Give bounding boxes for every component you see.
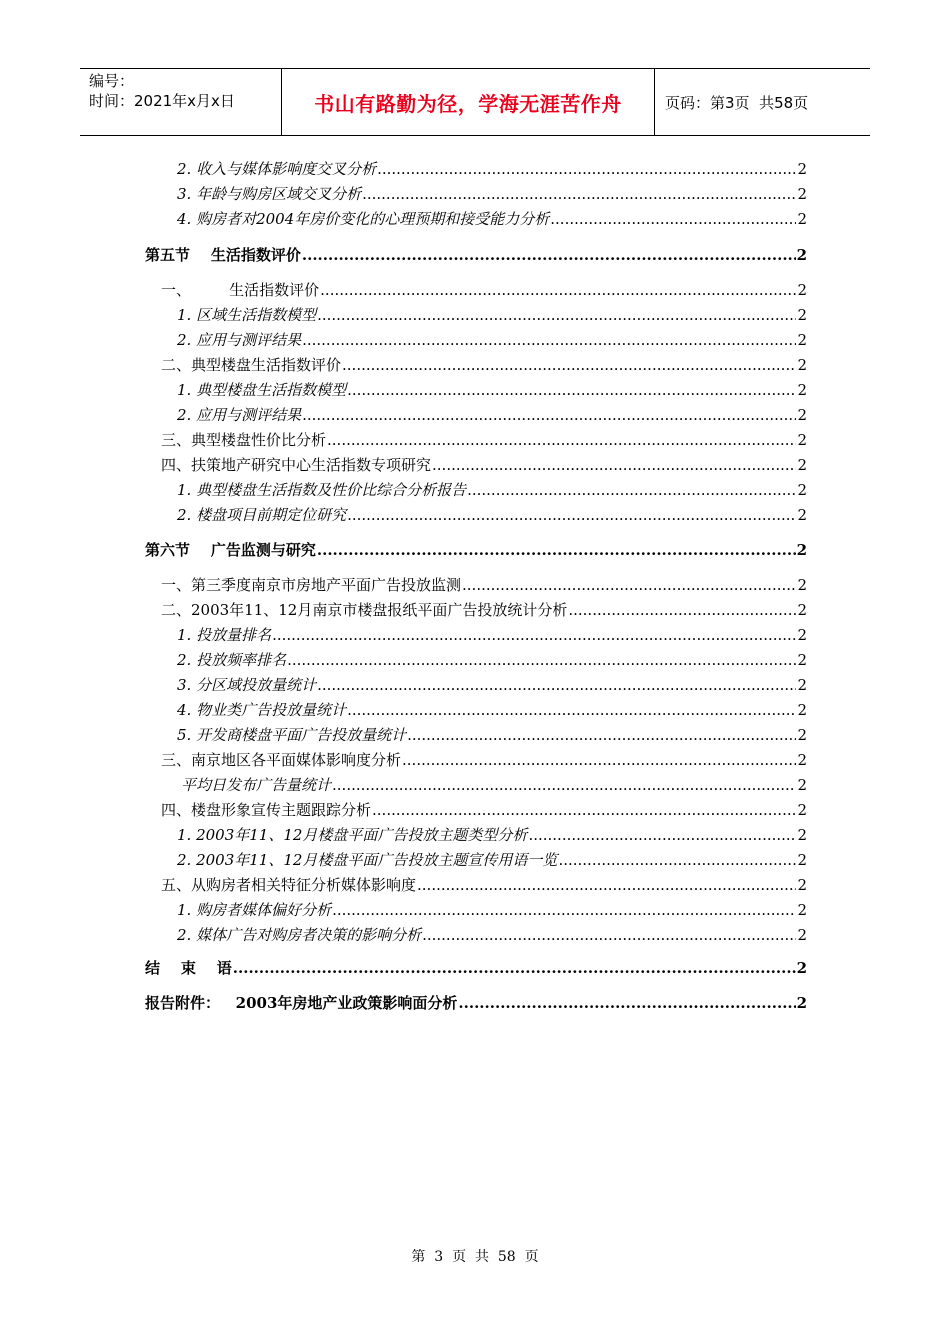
toc-leader-dots	[402, 749, 796, 771]
toc-entry-page: 2	[797, 601, 807, 619]
toc-entry-page: 2	[797, 331, 807, 349]
toc-entry[interactable]	[145, 599, 807, 621]
toc-leader-dots	[432, 454, 796, 476]
toc-section-entry[interactable]	[145, 244, 807, 266]
toc-entry[interactable]	[145, 724, 807, 746]
toc-entry-page: 2	[797, 481, 807, 499]
toc-entry-page: 2	[797, 356, 807, 374]
toc-entry-page: 2	[797, 281, 807, 299]
toc-entry[interactable]	[145, 354, 807, 376]
toc-entry-page: 2	[796, 994, 807, 1012]
toc-leader-dots	[347, 504, 796, 526]
toc-entry-title: 4. 购房者对2004年房价变化的心理预期和接受能力分析	[177, 210, 550, 228]
toc-leader-dots	[467, 479, 796, 501]
toc-entry[interactable]	[145, 574, 807, 596]
toc-leader-dots	[462, 574, 796, 596]
toc-entry-title: 一、第三季度南京市房地产平面广告投放监测	[161, 576, 462, 594]
toc-section-entry[interactable]	[145, 957, 807, 979]
toc-entry-page: 2	[797, 726, 807, 744]
toc-leader-dots	[302, 329, 796, 351]
document-date: 时间：2021年x月x日	[89, 92, 235, 110]
toc-leader-dots	[347, 379, 796, 401]
toc-entry-title: 2. 收入与媒体影响度交叉分析	[177, 160, 377, 178]
toc-leader-dots	[568, 599, 796, 621]
header-motto-cell	[281, 69, 655, 135]
header-page-cell	[655, 69, 870, 135]
toc-entry-title: 4. 物业类广告投放量统计	[177, 701, 347, 719]
toc-entry-page: 2	[797, 701, 807, 719]
toc-entry-title: 2. 2003年11、12月楼盘平面广告投放主题宣传用语一览	[177, 851, 558, 869]
toc-entry-title: 三、典型楼盘性价比分析	[161, 431, 327, 449]
toc-entry[interactable]	[145, 924, 807, 946]
toc-entry-page: 2	[797, 210, 807, 228]
toc-entry-page: 2	[797, 676, 807, 694]
toc-entry-title: 二、典型楼盘生活指数评价	[161, 356, 342, 374]
toc-entry-page: 2	[797, 926, 807, 944]
toc-entry-title: 第六节 广告监测与研究	[145, 541, 316, 559]
toc-entry-title: 四、楼盘形象宣传主题跟踪分析	[161, 801, 372, 819]
toc-leader-dots	[422, 924, 796, 946]
toc-entry[interactable]	[145, 624, 807, 646]
toc-entry-page: 2	[797, 876, 807, 894]
toc-leader-dots	[287, 649, 796, 671]
toc-leader-dots	[302, 244, 796, 266]
toc-entry-page: 2	[797, 901, 807, 919]
toc-entry[interactable]	[145, 183, 807, 205]
toc-entry-page: 2	[796, 246, 807, 264]
toc-entry[interactable]	[145, 799, 807, 821]
toc-entry[interactable]	[145, 329, 807, 351]
toc-entry[interactable]	[145, 429, 807, 451]
toc-entry[interactable]	[145, 774, 807, 796]
toc-entry-page: 2	[797, 801, 807, 819]
header-motto: 书山有路勤为径，学海无涯苦作舟	[314, 91, 622, 116]
toc-entry-title: 平均日发布广告量统计	[181, 776, 332, 794]
toc-entry-page: 2	[797, 456, 807, 474]
toc-leader-dots	[347, 699, 796, 721]
page-footer	[0, 1246, 950, 1266]
toc-entry-page: 2	[797, 576, 807, 594]
toc-entry-title: 2. 楼盘项目前期定位研究	[177, 506, 347, 524]
toc-entry-title: 2. 应用与测评结果	[177, 331, 302, 349]
toc-leader-dots	[558, 849, 796, 871]
toc-entry-page: 2	[796, 541, 807, 559]
toc-entry[interactable]	[145, 279, 807, 301]
toc-entry[interactable]	[145, 454, 807, 476]
toc-entry-page: 2	[796, 959, 807, 977]
toc-entry-title: 2. 媒体广告对购房者决策的影响分析	[177, 926, 422, 944]
toc-entry[interactable]	[145, 674, 807, 696]
header-page-number: 页码：第3页 共58页	[665, 93, 809, 112]
toc-leader-dots	[377, 158, 796, 180]
toc-entry[interactable]	[145, 824, 807, 846]
toc-entry-title: 第五节 生活指数评价	[145, 246, 301, 264]
toc-entry-title: 3. 年龄与购房区域交叉分析	[177, 185, 362, 203]
toc-leader-dots	[372, 799, 796, 821]
toc-entry-title: 5. 开发商楼盘平面广告投放量统计	[177, 726, 407, 744]
toc-entry-page: 2	[797, 381, 807, 399]
toc-entry-title: 一、 生活指数评价	[161, 281, 320, 299]
document-number: 编号：	[89, 72, 135, 90]
page-header	[80, 68, 870, 136]
toc-entry-page: 2	[797, 406, 807, 424]
toc-leader-dots	[407, 724, 796, 746]
toc-entry[interactable]	[145, 404, 807, 426]
toc-entry-title: 1. 投放量排名	[177, 626, 272, 644]
toc-section-entry[interactable]	[145, 992, 807, 1014]
toc-leader-dots	[327, 429, 796, 451]
toc-entry-title: 二、2003年11、12月南京市楼盘报纸平面广告投放统计分析	[161, 601, 568, 619]
toc-entry-page: 2	[797, 826, 807, 844]
toc-entry-title: 2. 投放频率排名	[177, 651, 287, 669]
toc-leader-dots	[317, 674, 796, 696]
toc-entry[interactable]	[145, 874, 807, 896]
toc-leader-dots	[458, 992, 795, 1014]
toc-section-entry[interactable]	[145, 539, 807, 561]
toc-entry-title: 3. 分区域投放量统计	[177, 676, 317, 694]
toc-leader-dots	[233, 957, 796, 979]
toc-entry-title: 报告附件： 2003年房地产业政策影响面分析	[145, 994, 458, 1012]
toc-entry-page: 2	[797, 776, 807, 794]
toc-leader-dots	[332, 899, 796, 921]
toc-entry[interactable]	[145, 899, 807, 921]
toc-entry-page: 2	[797, 185, 807, 203]
footer-page-number: 第 3 页 共 58 页	[411, 1249, 539, 1265]
toc-leader-dots	[362, 183, 796, 205]
toc-entry-title: 三、南京地区各平面媒体影响度分析	[161, 751, 402, 769]
toc-entry-title: 1. 2003年11、12月楼盘平面广告投放主题类型分析	[177, 826, 528, 844]
toc-entry-page: 2	[797, 651, 807, 669]
toc-entry-title: 1. 区域生活指数模型	[177, 306, 317, 324]
toc-leader-dots	[528, 824, 796, 846]
toc-leader-dots	[417, 874, 796, 896]
toc-leader-dots	[332, 774, 796, 796]
toc-leader-dots	[272, 624, 796, 646]
header-meta	[80, 69, 281, 135]
toc-entry-page: 2	[797, 160, 807, 178]
toc-entry-title: 结 束 语	[145, 959, 232, 977]
toc-entry-title: 1. 典型楼盘生活指数模型	[177, 381, 347, 399]
toc-entry[interactable]	[145, 479, 807, 501]
toc-leader-dots	[320, 279, 796, 301]
toc-entry-title: 2. 应用与测评结果	[177, 406, 302, 424]
toc-entry[interactable]	[145, 208, 807, 230]
toc-leader-dots	[342, 354, 796, 376]
toc-leader-dots	[550, 208, 796, 230]
toc-entry[interactable]	[145, 649, 807, 671]
toc-entry[interactable]	[145, 699, 807, 721]
toc-entry-title: 1. 典型楼盘生活指数及性价比综合分析报告	[177, 481, 467, 499]
toc-entry-title: 五、从购房者相关特征分析媒体影响度	[161, 876, 417, 894]
toc-leader-dots	[317, 539, 796, 561]
toc-entry-page: 2	[797, 506, 807, 524]
toc-entry[interactable]	[145, 849, 807, 871]
toc-entry[interactable]	[145, 749, 807, 771]
toc-entry-title: 1. 购房者媒体偏好分析	[177, 901, 332, 919]
toc-entry[interactable]	[145, 379, 807, 401]
toc-entry-page: 2	[797, 306, 807, 324]
toc-entry-page: 2	[797, 626, 807, 644]
toc-entry-page: 2	[797, 431, 807, 449]
toc-entry-title: 四、扶策地产研究中心生活指数专项研究	[161, 456, 432, 474]
toc-entry-page: 2	[797, 851, 807, 869]
toc-entry[interactable]	[145, 504, 807, 526]
toc-entry[interactable]	[145, 158, 807, 180]
toc-leader-dots	[317, 304, 796, 326]
toc-leader-dots	[302, 404, 796, 426]
toc-entry-page: 2	[797, 751, 807, 769]
toc-entry[interactable]	[145, 304, 807, 326]
